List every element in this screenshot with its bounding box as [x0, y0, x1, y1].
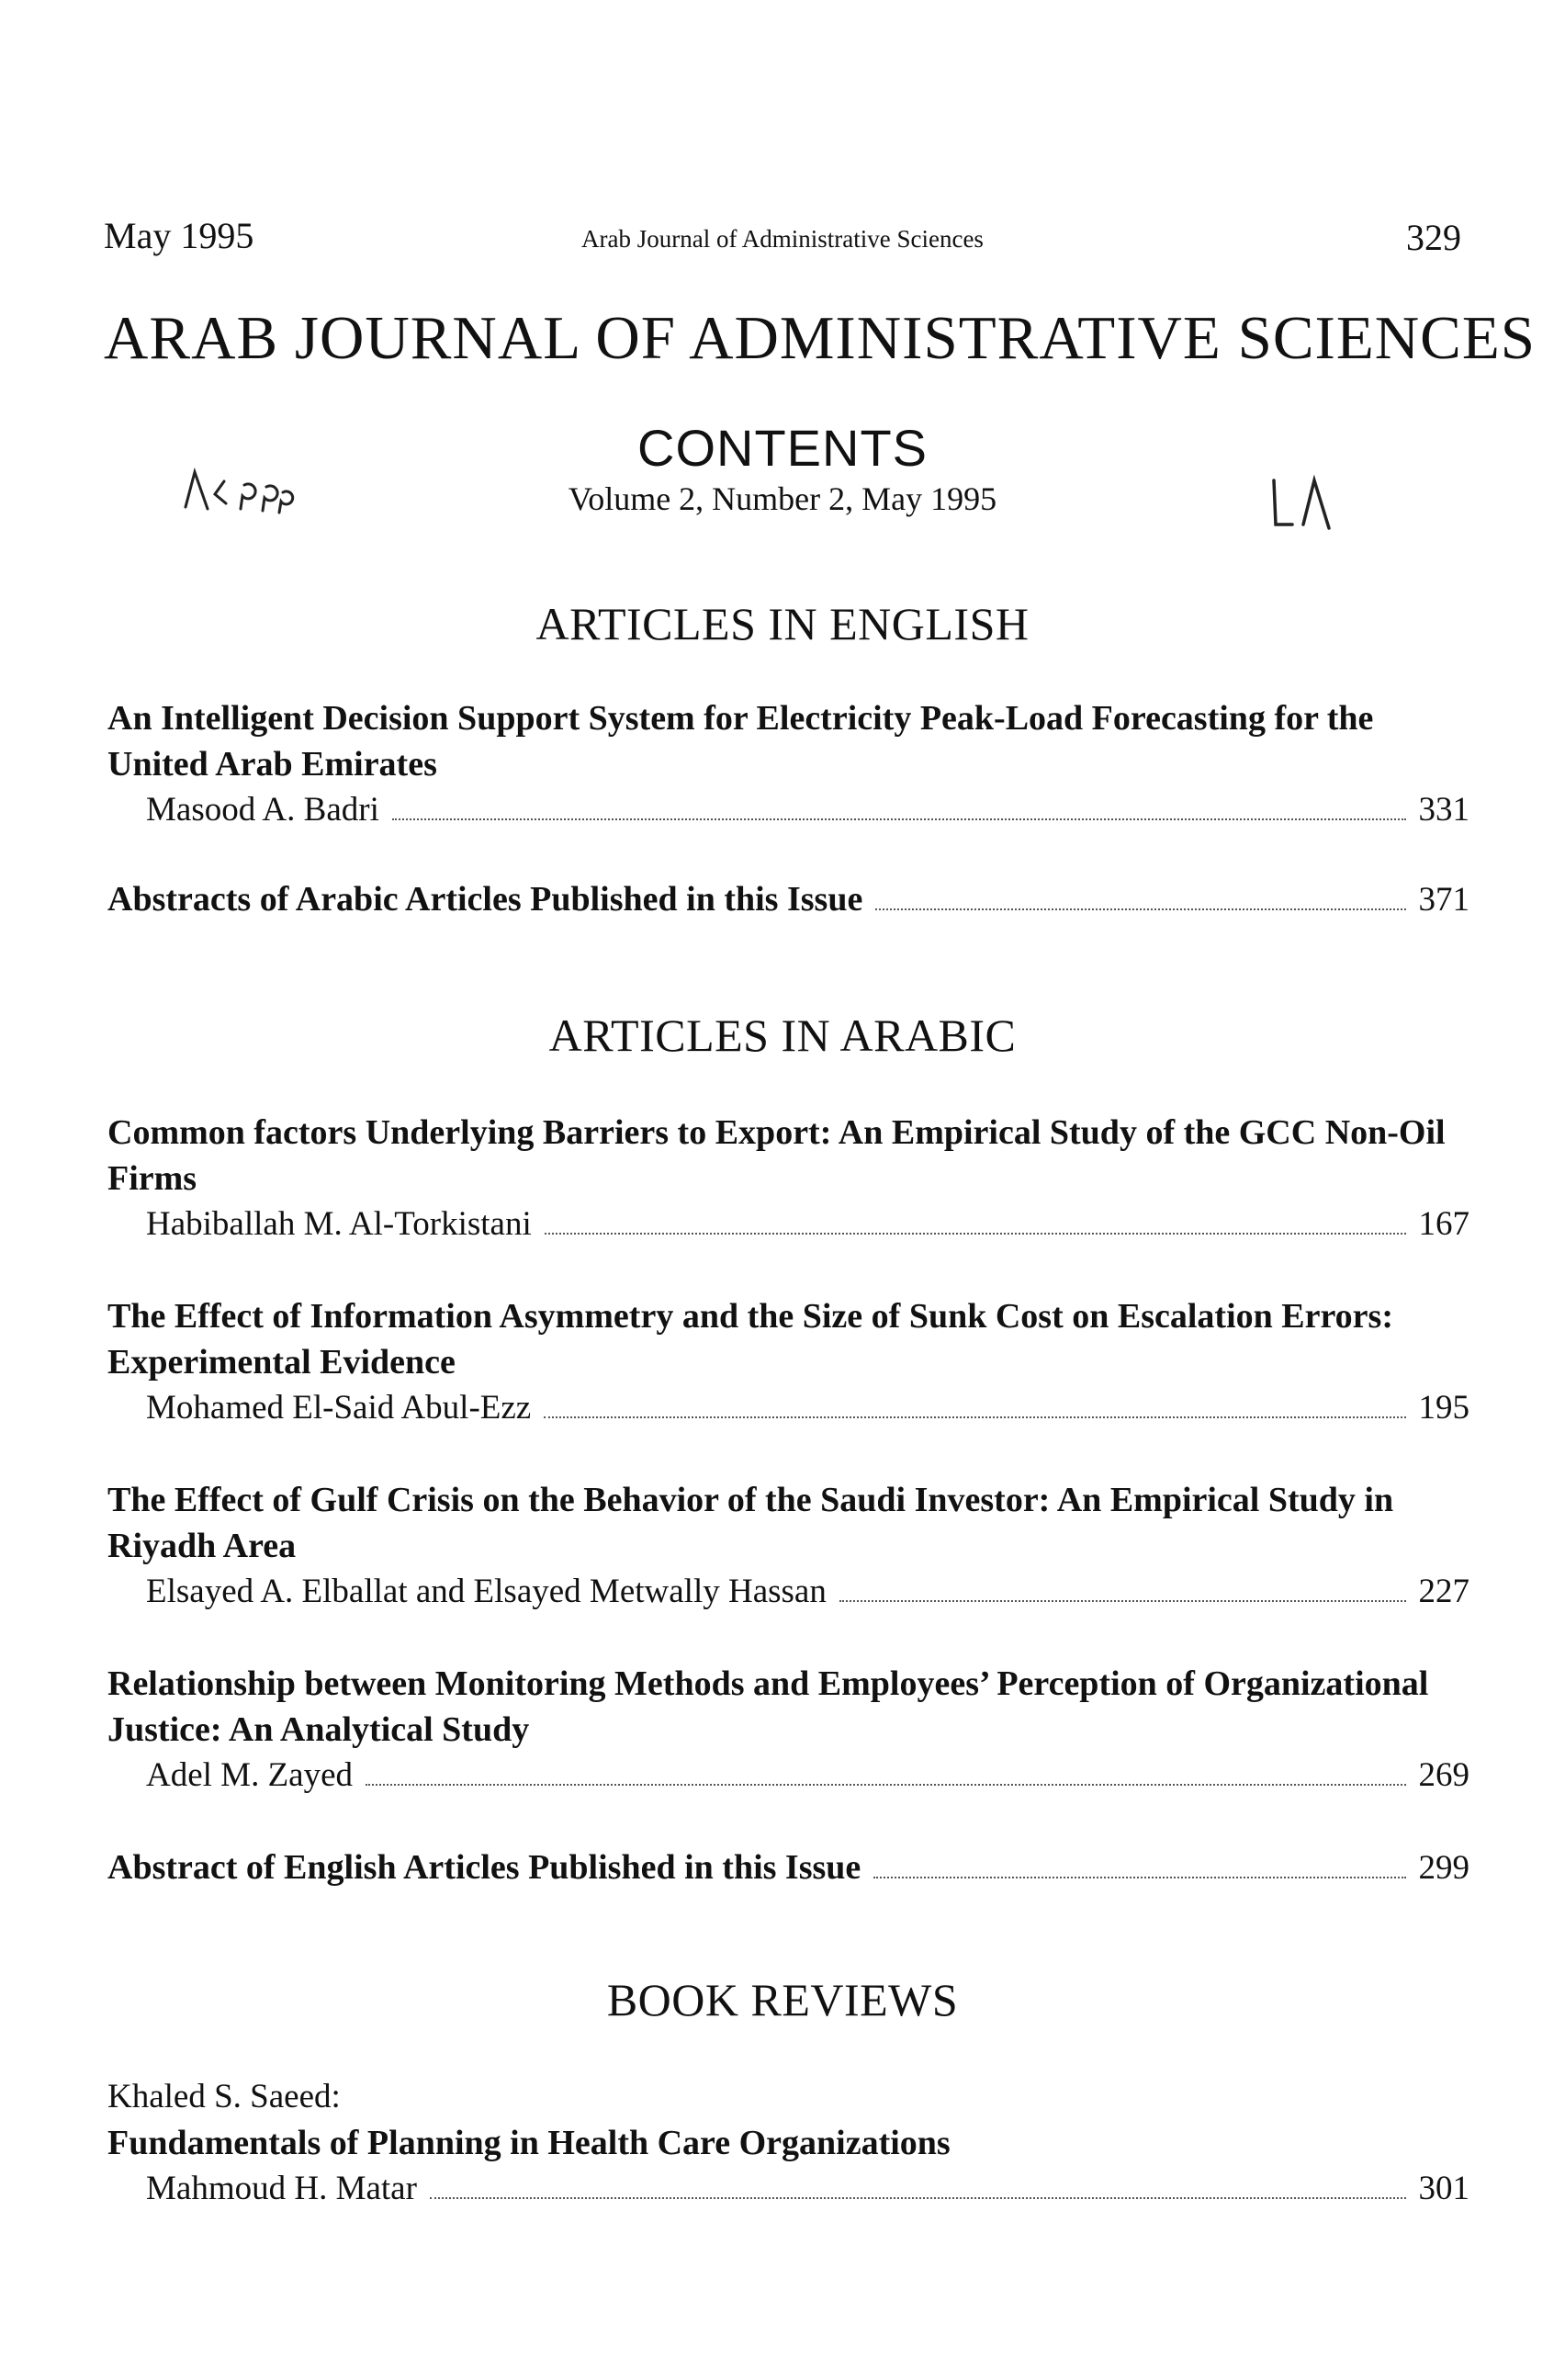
entry-title: Abstract of English Articles Published in this Issue	[107, 1848, 861, 1887]
entry-page-number: 167	[1418, 1205, 1469, 1243]
entry-page-number: 331	[1418, 791, 1469, 829]
entry-page-number: 195	[1418, 1389, 1469, 1427]
entry-page-number: 299	[1418, 1849, 1469, 1887]
contents-heading: CONTENTS	[637, 419, 928, 477]
entry-title: Fundamentals of Planning in Health Care Organizations	[107, 2124, 951, 2162]
dot-leader	[430, 2197, 1406, 2199]
handwritten-mark-left	[175, 450, 358, 533]
dot-leader	[873, 1877, 1405, 1878]
section-heading-book-reviews: BOOK REVIEWS	[606, 1974, 959, 2025]
dot-leader	[839, 1600, 1406, 1602]
toc-entry	[107, 1293, 1469, 1431]
entry-title: The Effect of Gulf Crisis on the Behavior of the Saudi Investor: An Empirical Study in Riyadh Area	[107, 1481, 1394, 1565]
entry-line	[107, 1844, 1469, 1891]
entry-author-line	[107, 1201, 1469, 1247]
toc-entry	[107, 1661, 1469, 1799]
entry-author-line	[107, 1569, 1469, 1615]
entry-author-line	[107, 1753, 1469, 1799]
dot-leader	[366, 1784, 1405, 1786]
entry-title: The Effect of Information Asymmetry and the Size of Sunk Cost on Escalation Errors: Experimental Evidence	[107, 1297, 1393, 1382]
entry-title: An Intelligent Decision Support System for Electricity Peak-Load Forecasting for the United Arab Emirates	[107, 699, 1374, 784]
reviewed-book-author: Khaled S. Saeed:	[107, 2078, 341, 2115]
entry-author-line	[107, 1385, 1469, 1431]
book-review-entry	[107, 2074, 1469, 2212]
entry-author-line	[107, 787, 1469, 833]
entry-author-line	[107, 2166, 1469, 2212]
entry-title: Relationship between Monitoring Methods and Employees’ Perception of Organizational Justice: An Analytical Study	[107, 1664, 1429, 1749]
entry-author: Masood A. Badri	[146, 791, 379, 829]
toc-entry	[107, 1110, 1469, 1247]
entry-page-number: 269	[1418, 1756, 1469, 1794]
entry-title: Abstracts of Arabic Articles Published in this Issue	[107, 880, 863, 919]
toc-entry	[107, 695, 1469, 833]
entry-title: Common factors Underlying Barriers to Export: An Empirical Study of the GCC Non-Oil Firms	[107, 1113, 1446, 1198]
issue-line: Volume 2, Number 2, May 1995	[568, 480, 997, 517]
toc-entry	[107, 1477, 1469, 1615]
toc-entry	[107, 876, 1469, 923]
dot-leader	[392, 818, 1406, 820]
running-head-date: May 1995	[104, 215, 254, 256]
entry-author: Mohamed El-Said Abul-Ezz	[146, 1389, 532, 1427]
running-head-journal: Arab Journal of Administrative Sciences	[581, 225, 984, 253]
entry-page-number: 371	[1418, 881, 1469, 919]
entry-author: Adel M. Zayed	[146, 1756, 354, 1794]
running-head	[104, 207, 1461, 262]
toc-entry	[107, 1844, 1469, 1891]
section-heading-english: ARTICLES IN ENGLISH	[535, 598, 1030, 649]
running-head-page-number: 329	[1406, 217, 1461, 258]
dot-leader	[875, 908, 1405, 910]
entry-page-number: 301	[1418, 2170, 1469, 2207]
section-heading-arabic: ARTICLES IN ARABIC	[548, 1010, 1017, 1061]
entry-author: Habiballah M. Al-Torkistani	[146, 1205, 532, 1243]
entry-page-number: 227	[1418, 1573, 1469, 1610]
entry-line	[107, 876, 1469, 923]
entry-author: Mahmoud H. Matar	[146, 2170, 417, 2207]
entry-author: Elsayed A. Elballat and Elsayed Metwally Hassan	[146, 1573, 827, 1610]
journal-title: ARAB JOURNAL OF ADMINISTRATIVE SCIENCES	[104, 304, 1537, 372]
handwritten-mark-right	[1263, 464, 1447, 547]
dot-leader	[545, 1233, 1406, 1235]
dot-leader	[544, 1416, 1405, 1418]
